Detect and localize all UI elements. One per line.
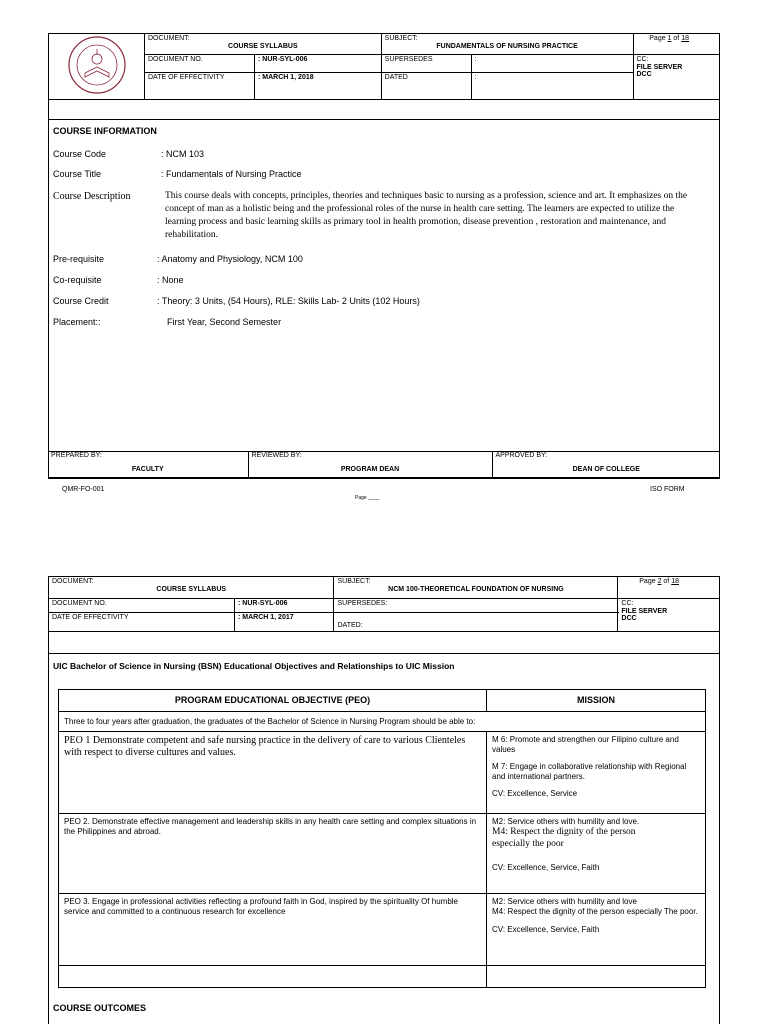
- document-cell: DOCUMENT: COURSE SYLLABUS: [145, 34, 382, 55]
- dated-label: DATED: [381, 72, 471, 99]
- course-title-value: : Fundamentals of Nursing Practice: [161, 169, 302, 179]
- p2-document-cell: DOCUMENT: COURSE SYLLABUS: [49, 577, 334, 599]
- course-credit-label: Course Credit: [53, 296, 109, 306]
- mission-item: M4: Respect the dignity of the person especially The poor.: [492, 907, 698, 916]
- mission-cell-2: [487, 814, 706, 894]
- effectivity-label: DATE OF EFFECTIVITY: [145, 72, 255, 99]
- table-row: [59, 966, 706, 988]
- table-row: [59, 814, 706, 894]
- course-description-label: Course Description: [53, 191, 131, 202]
- peo-mission-table: [58, 689, 706, 988]
- page1-header-table: [48, 33, 720, 100]
- p2-effectivity-label: DATE OF EFFECTIVITY: [49, 613, 235, 632]
- course-code-label: Course Code: [53, 149, 107, 159]
- cc-cell: CC: FILE SERVER DCC: [633, 55, 720, 100]
- table-row: [59, 894, 706, 966]
- approved-label: APPROVED BY:: [495, 452, 548, 459]
- p2-docno-label: DOCUMENT NO.: [49, 599, 235, 613]
- p2-document-title: COURSE SYLLABUS: [156, 585, 227, 593]
- course-info-section: [48, 119, 720, 479]
- mission-item: M 7: Engage in collaborative relationship with Regional and international partners.: [492, 762, 687, 781]
- empty-cell: [59, 966, 487, 988]
- p2-subject-title: NCM 100-THEORETICAL FOUNDATION OF NURSING: [388, 585, 564, 593]
- core-values: CV: Excellence, Service: [492, 789, 578, 798]
- mission-cell-1: [487, 732, 706, 814]
- placement-value: First Year, Second Semester: [167, 317, 282, 327]
- corequisite-label: Co-requisite: [53, 275, 102, 285]
- approved-value: DEAN OF COLLEGE: [572, 466, 640, 473]
- peo-1: PEO 1 Demonstrate competent and safe nursing practice in the delivery of care to various Clienteles with respect to diverse cultures and values.: [59, 732, 487, 814]
- p2-subject-cell: SUBJECT: NCM 100-THEORETICAL FOUNDATION OF NURSING: [334, 577, 618, 599]
- reviewed-label: REVIEWED BY:: [251, 452, 302, 459]
- mission-item: M2: Service others with humility and love.: [492, 817, 640, 826]
- dated-value: :: [471, 72, 633, 99]
- reviewed-value: PROGRAM DEAN: [340, 466, 400, 473]
- page-number: Page 1 of 18: [633, 34, 720, 55]
- table-row: [59, 732, 706, 814]
- page1-spacer-row: [48, 97, 720, 120]
- iso-form-label: ISO FORM: [650, 486, 685, 493]
- placement-label: Placement::: [53, 317, 101, 327]
- course-outcomes-title: COURSE OUTCOMES: [53, 1003, 147, 1013]
- peo-column-header: PROGRAM EDUCATIONAL OBJECTIVE (PEO): [59, 690, 487, 712]
- peo-intro-row: Three to four years after graduation, the graduates of the Bachelor of Science in Nursing Program should be able to:: [59, 712, 706, 732]
- page-line: Page ____: [355, 495, 380, 501]
- peo-2: PEO 2. Demonstrate effective management and leadership skills in any health care setting and complex situations in the Philippines and abroad.: [59, 814, 487, 894]
- peo-section: [48, 653, 720, 1024]
- supersedes-value: :: [471, 55, 633, 73]
- subject-cell: SUBJECT: FUNDAMENTALS OF NURSING PRACTICE: [381, 34, 633, 55]
- course-description-value: This course deals with concepts, principles, theories and techniques basic to nursing as a profession, science and art. It emphasizes on the concept of man as a holistic being and the professional roles of the nurse in health care setting. The learners are expected to utilize the learning process and basic learning skills as primary tool in health promotion, disease prevention , restoration and maintenance, and rehabilitation.: [165, 191, 688, 240]
- mission-column-header: MISSION: [487, 690, 706, 712]
- school-seal-icon: [67, 35, 127, 95]
- docno-label: DOCUMENT NO.: [145, 55, 255, 73]
- prepared-value: FACULTY: [131, 466, 164, 473]
- subject-title: FUNDAMENTALS OF NURSING PRACTICE: [436, 42, 578, 50]
- mission-cell-3: [487, 894, 706, 966]
- form-code: QMR-FO-001: [62, 486, 105, 493]
- course-info-title: COURSE INFORMATION: [53, 126, 157, 136]
- course-title-label: Course Title: [53, 169, 102, 179]
- course-code-value: : NCM 103: [161, 149, 205, 159]
- empty-cell: [487, 966, 706, 988]
- prerequisite-label: Pre-requisite: [53, 254, 105, 264]
- peo-section-title: UIC Bachelor of Science in Nursing (BSN) Educational Objectives and Relationships to UIC Mission: [53, 661, 455, 671]
- school-seal-cell: [49, 34, 145, 100]
- prepared-label: PREPARED BY:: [51, 452, 102, 459]
- document-title: COURSE SYLLABUS: [228, 42, 298, 50]
- page2-spacer-row: [48, 631, 720, 654]
- mission-item: M 6: Promote and strengthen our Filipino culture and values: [492, 735, 679, 754]
- core-values: CV: Excellence, Service, Faith: [492, 862, 600, 872]
- docno-value: : NUR-SYL-006: [255, 55, 382, 73]
- mission-item: M4: Respect the dignity of the person especially the poor: [492, 827, 636, 849]
- p2-cc-cell: CC: FILE SERVER DCC: [618, 599, 720, 632]
- p2-supersedes-label: SUPERSEDES:: [334, 599, 618, 613]
- p2-effectivity-value: : MARCH 1, 2017: [235, 613, 334, 632]
- p2-docno-value: : NUR-SYL-006: [235, 599, 334, 613]
- mission-item: M2: Service others with humility and love: [492, 897, 637, 906]
- p2-page-number: Page 2 of 18: [618, 577, 720, 599]
- p2-dated-label: DATED:: [334, 613, 618, 632]
- page2-header-table: [48, 576, 720, 632]
- effectivity-value: : MARCH 1, 2018: [255, 72, 382, 99]
- course-credit-value: : Theory: 3 Units, (54 Hours), RLE: Skills Lab- 2 Units (102 Hours): [157, 296, 420, 306]
- prerequisite-value: : Anatomy and Physiology, NCM 100: [157, 254, 303, 264]
- supersedes-label: SUPERSEDES: [381, 55, 471, 73]
- corequisite-value: : None: [157, 275, 184, 285]
- core-values: CV: Excellence, Service, Faith: [492, 925, 600, 934]
- peo-3: PEO 3. Engage in professional activities reflecting a profound faith in God, inspired by the spirituality Of humble service and committed to a continuous research for excellence: [59, 894, 487, 966]
- signature-table: [48, 451, 720, 478]
